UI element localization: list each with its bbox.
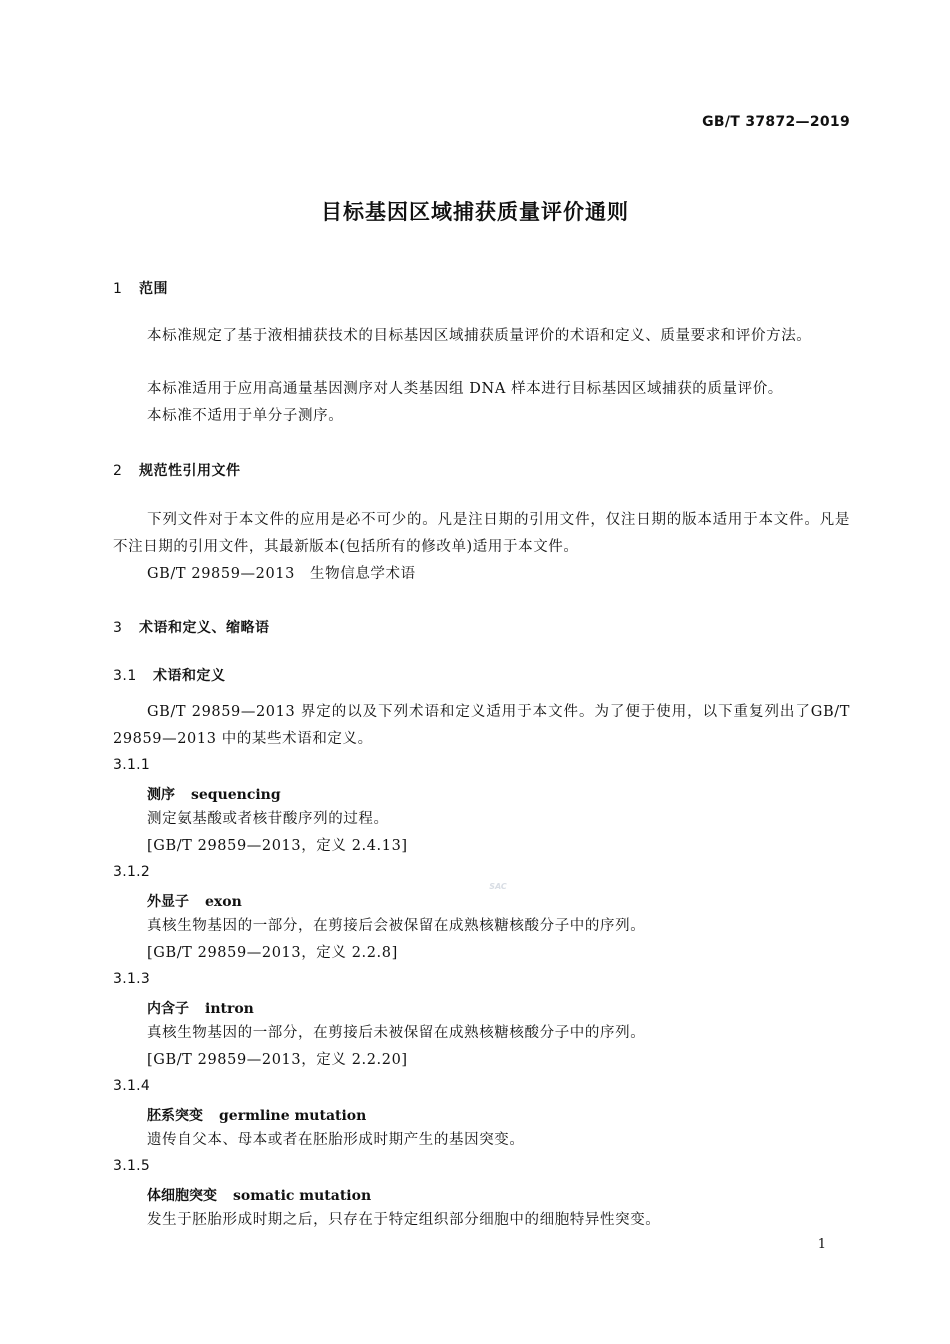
term-en: germline mutation: [219, 1108, 367, 1124]
term-source: [GB/T 29859—2013，定义 2.4.13]: [147, 838, 408, 854]
term-zh: 胚系突变: [147, 1108, 203, 1124]
term-definition: 遗传自父本、母本或者在胚胎形成时期产生的基因突变。: [147, 1132, 525, 1148]
term-en: somatic mutation: [233, 1188, 372, 1204]
section-number: 2: [113, 463, 123, 479]
term-heading: [147, 1185, 371, 1205]
section-1-heading: [113, 278, 168, 298]
section-3-heading: [113, 617, 270, 637]
term-zh: 外显子: [147, 894, 189, 910]
standard-code: GB/T 37872—2019: [702, 114, 850, 130]
paragraph-text: 下列文件对于本文件的应用是必不可少的。凡是注日期的引用文件，仅注日期的版本适用于本文件。凡是不注日期的引用文件，其最新版本(包括所有的修改单)适用于本文件。: [113, 512, 850, 555]
term-en: intron: [205, 1001, 254, 1017]
term-definition: 测定氨基酸或者核苷酸序列的过程。: [147, 811, 389, 827]
section-3-1-heading: [113, 665, 226, 685]
section-1-paragraph-1: [113, 323, 850, 350]
sac-watermark: SAC: [489, 882, 507, 891]
term-source: [GB/T 29859—2013，定义 2.2.8]: [147, 945, 398, 961]
paragraph-text: GB/T 29859—2013 界定的以及下列术语和定义适用于本文件。为了便于使用，以下重复列出了GB/T 29859—2013 中的某些术语和定义。: [113, 704, 850, 747]
term-en: sequencing: [191, 787, 281, 803]
term-zh: 内含子: [147, 1001, 189, 1017]
section-title: 规范性引用文件: [139, 463, 241, 479]
term-number: 3.1.1: [113, 757, 151, 773]
section-1-paragraph-2: 本标准适用于应用高通量基因测序对人类基因组 DNA 样本进行目标基因区域捕获的质量评价。: [147, 381, 783, 397]
section-3-1-paragraph: [113, 699, 850, 753]
section-title: 术语和定义、缩略语: [139, 620, 270, 636]
term-number: 3.1.3: [113, 971, 151, 987]
term-definition: 真核生物基因的一部分，在剪接后会被保留在成熟核糖核酸分子中的序列。: [147, 918, 646, 934]
section-2-paragraph: [113, 507, 850, 561]
term-definition: 发生于胚胎形成时期之后，只存在于特定组织部分细胞中的细胞特异性突变。: [147, 1212, 661, 1228]
term-number: 3.1.4: [113, 1078, 151, 1094]
term-definition: 真核生物基因的一部分，在剪接后未被保留在成熟核糖核酸分子中的序列。: [147, 1025, 646, 1041]
section-title: 术语和定义: [153, 668, 226, 684]
document-title: 目标基因区域捕获质量评价通则: [321, 200, 629, 224]
term-zh: 测序: [147, 787, 175, 803]
page-number: 1: [817, 1237, 826, 1252]
paragraph-text: 本标准规定了基于液相捕获技术的目标基因区域捕获质量评价的术语和定义、质量要求和评价方法。: [147, 328, 812, 344]
section-1-paragraph-3: 本标准不适用于单分子测序。: [147, 408, 344, 424]
section-title: 范围: [139, 281, 168, 297]
normative-reference: GB/T 29859—2013 生物信息学术语: [147, 566, 416, 582]
term-heading: [147, 1105, 366, 1125]
term-zh: 体细胞突变: [147, 1188, 217, 1204]
term-en: exon: [205, 894, 242, 910]
term-source: [GB/T 29859—2013，定义 2.2.20]: [147, 1052, 408, 1068]
term-number: 3.1.5: [113, 1158, 151, 1174]
term-number: 3.1.2: [113, 864, 151, 880]
term-heading: [147, 998, 254, 1018]
term-heading: [147, 891, 242, 911]
section-number: 3.1: [113, 668, 137, 684]
section-number: 3: [113, 620, 123, 636]
term-heading: [147, 784, 281, 804]
section-number: 1: [113, 281, 123, 297]
section-2-heading: [113, 460, 241, 480]
